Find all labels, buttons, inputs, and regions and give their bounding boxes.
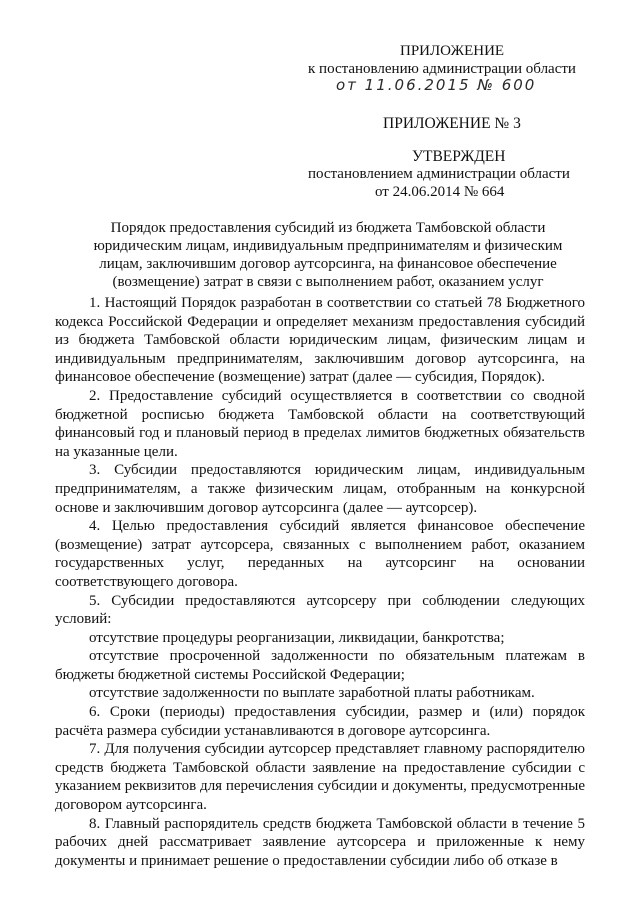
document-title-line: Порядок предоставления субсидий из бюджета Тамбовской области: [110, 220, 546, 236]
condition-item: отсутствие задолженности по выплате заработной платы работникам.: [89, 685, 535, 702]
paragraph-5: 5. Субсидии предоставляются аутсорсеру при соблюдении следующих условий:: [55, 592, 585, 628]
document-title-line: лицам, заключившим договор аутсорсинга, на финансовое обеспечение: [99, 256, 557, 272]
approved-date-line: от 24.06.2014 № 664: [375, 184, 505, 200]
paragraph-7: 7. Для получения субсидии аутсорсер представляет главному распорядителю средств бюджета Тамбовской области заявление на предоставление субсидии с указанием реквизитов для перечисления субсидии и документы, предусмотренные договором аутсорсинга.: [55, 741, 585, 814]
paragraph-3: 3. Субсидии предоставляются юридическим лицам, индивидуальным предпринимателям, а также физическим лицам, отобранным на конкурсной основе и заключившим договор аутсорсинга (далее — аутсорсер).: [55, 462, 585, 516]
paragraph-6: 6. Сроки (периоды) предоставления субсидии, размер и (или) порядок расчёта размера субсидии устанавливаются в договоре аутсорсинга.: [55, 704, 585, 739]
appendix-reference: к постановлению администрации области: [308, 61, 576, 77]
paragraph-2: 2. Предоставление субсидий осуществляется в соответствии со сводной бюджетной росписью бюджета Тамбовской области на соответствующий финансовый год и плановый период в пределах лимитов бюджетных обязательств на указанные цели.: [55, 387, 585, 460]
document-title: [68, 219, 588, 291]
approved-title: УТВЕРЖДЕН: [412, 148, 506, 165]
paragraph-8: 8. Главный распорядитель средств бюджета Тамбовской области в течение 5 рабочих дней рассматривает заявление аутсорсера и приложенные к нему документы и принимает решение о предоставлении субсидии либо об отказе в: [55, 815, 585, 869]
condition-item: отсутствие просроченной задолженности по обязательным платежам в бюджеты бюджетной системы Российской Федерации;: [55, 648, 585, 683]
condition-item: отсутствие процедуры реорганизации, ликвидации, банкротства;: [89, 629, 505, 646]
document-body: [55, 294, 585, 870]
paragraph-1: 1. Настоящий Порядок разработан в соответствии со статьей 78 Бюджетного кодекса Российской Федерации и определяет механизм предоставления субсидий из бюджета Тамбовской области юридическим лицам, физическим лицам и индивидуальным предпринимателям, заключившим договор аутсорсинга, на финансовое обеспечение (возмещение) затрат (далее — субсидия, Порядок).: [55, 295, 585, 386]
paragraph-4: 4. Целью предоставления субсидий является финансовое обеспечение (возмещение) затрат аутсорсера, связанных с выполнением работ, оказанием государственных услуг, переданных на аутсорсинг на основании соответствующего договора.: [55, 518, 585, 590]
document-title-line: (возмещение) затрат в связи с выполнением работ, оказанием услуг: [112, 274, 544, 290]
document-title-line: юридическим лицам, индивидуальным предпринимателям и физическим: [93, 238, 563, 254]
appendix-title: ПРИЛОЖЕНИЕ: [400, 43, 505, 59]
appendix-number: ПРИЛОЖЕНИЕ № 3: [383, 115, 521, 132]
approved-by-line: постановлением администрации области: [308, 166, 570, 182]
handwritten-date-number: от 11.06.2015 № 600: [336, 76, 537, 94]
